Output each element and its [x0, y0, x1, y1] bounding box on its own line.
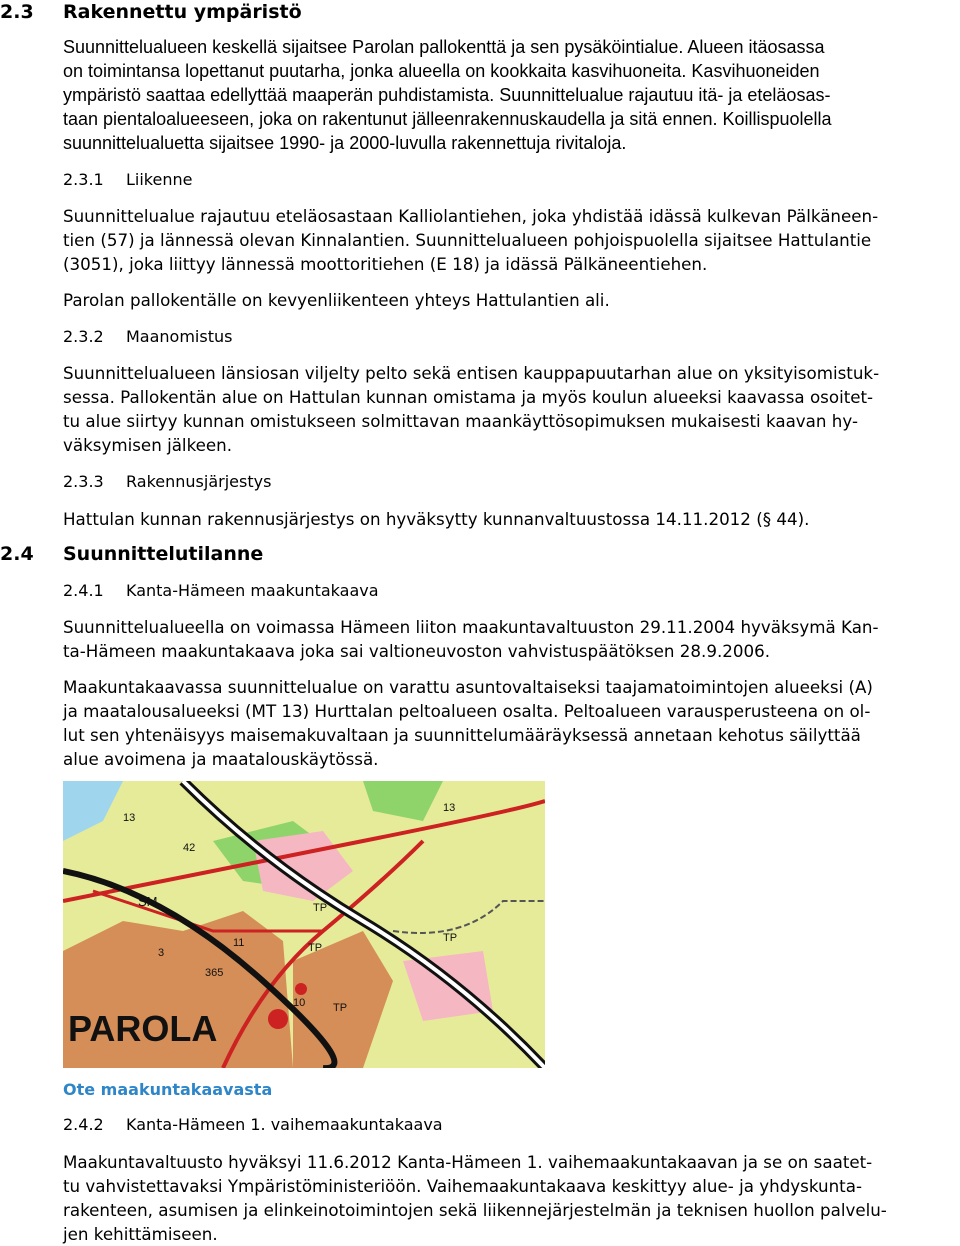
text-line: sessa. Pallokentän alue on Hattulan kunnan omistama ja myös koulun alueeksi kaavassa osoitet-	[63, 387, 874, 407]
label-sm: SM	[138, 894, 158, 909]
label-13: 13	[443, 802, 456, 814]
section-title: Rakennusjärjestys	[126, 472, 272, 491]
section-title: Kanta-Hämeen 1. vaihemaakuntakaava	[126, 1115, 443, 1134]
paragraph-maakuntakaava-2	[63, 675, 873, 771]
label-parola: PAROLA	[68, 1008, 218, 1049]
paragraph-liikenne	[63, 204, 878, 276]
section-number: 2.4	[0, 543, 34, 565]
label-tp: TP	[443, 932, 458, 944]
section-title: Kanta-Hämeen maakuntakaava	[126, 581, 379, 600]
text-line: tu alue siirtyy kunnan omistukseen solmittavan maankäyttösopimuksen mukaisesti kaavan hy-	[63, 411, 858, 431]
paragraph-maakuntakaava-1	[63, 615, 879, 663]
section-number: 2.3.3	[63, 472, 104, 491]
text-line: Maakuntavaltuusto hyväksyi 11.6.2012 Kanta-Hämeen 1. vaihemaakuntakaavan ja se on saatet-	[63, 1152, 873, 1172]
label-42: 42	[183, 842, 196, 854]
text-line: Suunnittelualueen keskellä sijaitsee Parolan pallokenttä ja sen pysäköintialue. Alueen itäosassa	[63, 37, 825, 57]
text-line: (3051), joka liittyy lännessä moottoritiehen (E 18) ja idässä Pälkäneentiehen.	[63, 254, 708, 274]
label-11: 11	[233, 937, 245, 949]
paragraph-rakennettu	[63, 35, 832, 155]
red-marker	[268, 1009, 288, 1029]
heading-2-4-1	[63, 580, 379, 602]
map-caption: Ote maakuntakaavasta	[63, 1080, 273, 1099]
paragraph-maanomistus	[63, 361, 879, 457]
text-line: lut sen yhtenäisyys maisemakuvaltaan ja suunnittelumääräyksessä annetaan kehotus säilyttää	[63, 725, 861, 745]
section-title: Maanomistus	[126, 327, 233, 346]
text-line: Suunnittelualueella on voimassa Hämeen liiton maakuntavaltuuston 29.11.2004 hyväksymä Kan-	[63, 617, 879, 637]
section-number: 2.4.1	[63, 581, 104, 600]
section-number: 2.4.2	[63, 1115, 104, 1134]
map-svg	[63, 781, 545, 1068]
text-line: tu vahvistettavaksi Ympäristöministeriöön. Vaihemaakuntakaava keskittyy alue- ja yhdyskunta-	[63, 1176, 862, 1196]
paragraph-rakennusjarjestys	[63, 507, 809, 531]
section-title: Rakennettu ympäristö	[63, 1, 302, 23]
paragraph-kevyenliikenne	[63, 288, 610, 312]
label-10: 10	[293, 997, 306, 1009]
text-line: on toimintansa lopettanut puutarha, jonka alueella on kookkaita kasvihuoneita. Kasvihuoneiden	[63, 61, 820, 81]
heading-2-4-2	[63, 1114, 443, 1136]
label-tp: TP	[333, 1002, 348, 1014]
text-line: taan pientaloalueeseen, joka on rakentunut jälleenrakennuskaudella ja sitä ennen. Koillispuolella	[63, 109, 832, 129]
paragraph-vaihemaakuntakaava	[63, 1150, 887, 1246]
section-number: 2.3.1	[63, 170, 104, 189]
text-line: Maakuntakaavassa suunnittelualue on varattu asuntovaltaiseksi taajamatoimintojen alueeksi (A)	[63, 677, 873, 697]
heading-2-3-2	[63, 326, 232, 348]
text-line: Suunnittelualueen länsiosan viljelty pelto sekä entisen kauppapuutarhan alue on yksityisomistuk-	[63, 363, 880, 383]
text-line: väksymisen jälkeen.	[63, 435, 233, 455]
label-365: 365	[205, 967, 224, 979]
label-tp: TP	[308, 942, 323, 954]
text-line: suunnittelualuetta sijaitsee 1990- ja 2000-luvulla rakennettuja rivitaloja.	[63, 133, 627, 153]
label-tp: TP	[313, 902, 328, 914]
text-line: ja maatalousalueeksi (MT 13) Hurttalan peltoalueen osalta. Peltoalueen varausperusteena on ol-	[63, 701, 871, 721]
section-number: 2.3.2	[63, 327, 104, 346]
text-line: alue avoimena ja maatalouskäytössä.	[63, 749, 379, 769]
text-line: jen kehittämiseen.	[63, 1224, 218, 1244]
heading-2-3	[0, 0, 302, 24]
label-13: 13	[123, 812, 136, 824]
heading-2-3-3	[63, 471, 271, 493]
map-excerpt-image	[63, 781, 545, 1068]
text-line: Parolan pallokentälle on kevyenliikenteen yhteys Hattulantien ali.	[63, 290, 610, 310]
text-line: ta-Hämeen maakuntakaava joka sai valtioneuvoston vahvistuspäätöksen 28.9.2006.	[63, 641, 771, 661]
section-number: 2.3	[0, 1, 34, 23]
text-line: Suunnittelualue rajautuu eteläosastaan Kalliolantiehen, joka yhdistää idässä kulkevan Pälkäneen-	[63, 206, 879, 226]
section-title: Suunnittelutilanne	[63, 543, 264, 565]
text-line: ympäristö saattaa edellyttää maaperän puhdistamista. Suunnittelualue rajautuu itä- ja eteläosas-	[63, 85, 831, 105]
text-line: Hattulan kunnan rakennusjärjestys on hyväksytty kunnanvaltuustossa 14.11.2012 (§ 44).	[63, 509, 810, 529]
red-marker	[295, 983, 307, 995]
text-line: rakenteen, asumisen ja elinkeinotoimintojen sekä liikennejärjestelmän ja teknisen huollon palvelu-	[63, 1200, 887, 1220]
heading-2-3-1	[63, 169, 192, 191]
section-title: Liikenne	[126, 170, 193, 189]
label-3: 3	[158, 947, 165, 959]
text-line: tien (57) ja lännessä olevan Kinnalantien. Suunnittelualueen pohjoispuolella sijaitsee Hattulantie	[63, 230, 872, 250]
heading-2-4	[0, 542, 263, 566]
